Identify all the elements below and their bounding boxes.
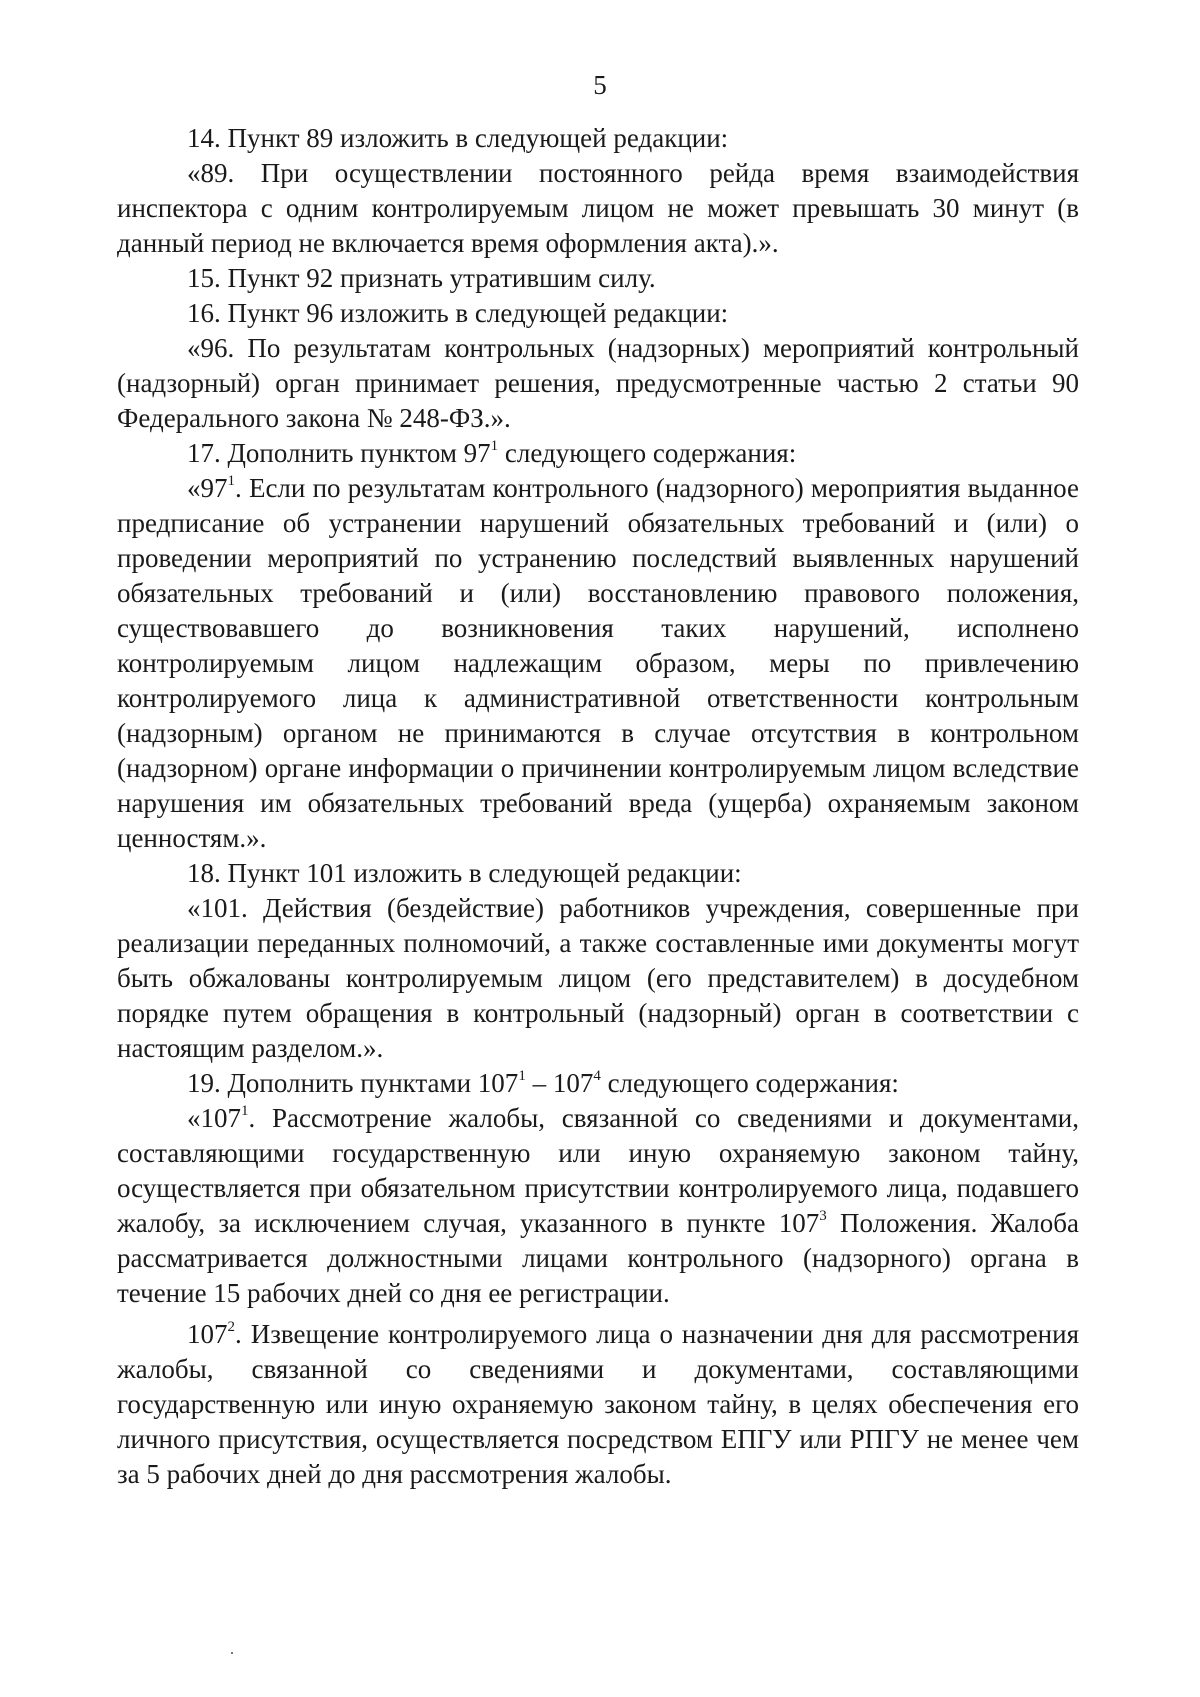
paragraph-part: . Если по результатам контрольного (надзорного) мероприятия выданное предписание об устранении нарушений обязательных требований и (или) о проведении мероприятий по устранению последствий выявленных нарушений обязательных требований и (или) восстановлению правового положения, существовавшего до возникновения таких нарушений, исполнено контролируемым лицом надлежащим образом, меры по привлечению контролируемого лица к административной ответственности контрольным (надзорным) органом не принимаются в случае отсутствия в контрольном (надзорном) органе информации о причинении контролируемым лицом вследствие нарушения им обязательных требований вреда (ущерба) охраняемым законом ценностям.». — [117, 473, 1079, 853]
paragraph-part: . Рассмотрение жалобы, связанной со сведениями и документами, составляющими государственную или иную охраняемую законом тайну, осуществляется при обязательном присутствии контролируемого лица, подавшего жалобу, за исключением случая, указанного в пункте 107 — [117, 1103, 1079, 1238]
superscript-index: 1 — [241, 1103, 249, 1119]
paragraph-item-17 — [117, 436, 1079, 471]
paragraph-part: Положения. Жалоба рассматривается должностными лицами контрольного (надзорного) органа в течение 15 рабочих дней со дня ее регистрации. — [117, 1208, 1080, 1308]
superscript-index: 4 — [593, 1068, 601, 1084]
paragraph-part: – 107 — [525, 1068, 594, 1098]
paragraph-item-15: 15. Пункт 92 признать утратившим силу. — [187, 263, 656, 293]
paragraph-text-107-2 — [117, 1317, 1079, 1492]
paragraph-text-101: «101. Действия (бездействие) работников учреждения, совершенные при реализации переданных полномочий, а также составленные ими документы могут быть обжалованы контролируемым лицом (его представителем) в досудебном порядке путем обращения в контрольный (надзорный) орган в соответствии с настоящим разделом.». — [117, 893, 1079, 1063]
superscript-index: 1 — [518, 1068, 526, 1084]
superscript-index: 2 — [227, 1319, 235, 1335]
paragraph-item-16: 16. Пункт 96 изложить в следующей редакции: — [187, 298, 729, 328]
superscript-index: 1 — [227, 473, 235, 489]
paragraph-part: следующего содержания: — [498, 438, 797, 468]
paragraph-item-14: 14. Пункт 89 изложить в следующей редакции: — [187, 123, 729, 153]
paragraph-text-96: «96. По результатам контрольных (надзорных) мероприятий контрольный (надзорный) орган принимает решения, предусмотренные частью 2 статьи 90 Федерального закона № 248-ФЗ.». — [117, 333, 1079, 433]
superscript-index: 3 — [819, 1208, 827, 1224]
paragraph-text-97-1 — [117, 471, 1079, 856]
paragraph-part: . Извещение контролируемого лица о назначении дня для рассмотрения жалобы, связанной со сведениями и документами, составляющими государственную или иную охраняемую законом тайну, в целях обеспечения его личного присутствия, осуществляется посредством ЕПГУ или РПГУ не менее чем за 5 рабочих дней до дня рассмотрения жалобы. — [117, 1319, 1079, 1489]
paragraph-part: «97 — [187, 473, 228, 503]
paragraph-item-19 — [117, 1066, 1079, 1101]
paragraph-text-107-1 — [117, 1101, 1079, 1311]
paragraph-part: следующего содержания: — [600, 1068, 899, 1098]
paragraph-text-89: «89. При осуществлении постоянного рейда время взаимодействия инспектора с одним контролируемым лицом не может превышать 30 минут (в данный период не включается время оформления акта).». — [117, 158, 1079, 258]
superscript-index: 1 — [490, 438, 499, 454]
paragraph-part: 107 — [187, 1319, 228, 1349]
page-number: 5 — [593, 70, 607, 100]
paragraph-part: 17. Дополнить пунктом 97 — [187, 438, 491, 468]
paragraph-part: 19. Дополнить пунктами 107 — [187, 1068, 519, 1098]
paragraph-item-18: 18. Пункт 101 изложить в следующей редакции: — [187, 858, 742, 888]
scan-speck — [231, 1652, 233, 1654]
document-body — [117, 121, 1079, 1492]
paragraph-part: «107 — [187, 1103, 241, 1133]
